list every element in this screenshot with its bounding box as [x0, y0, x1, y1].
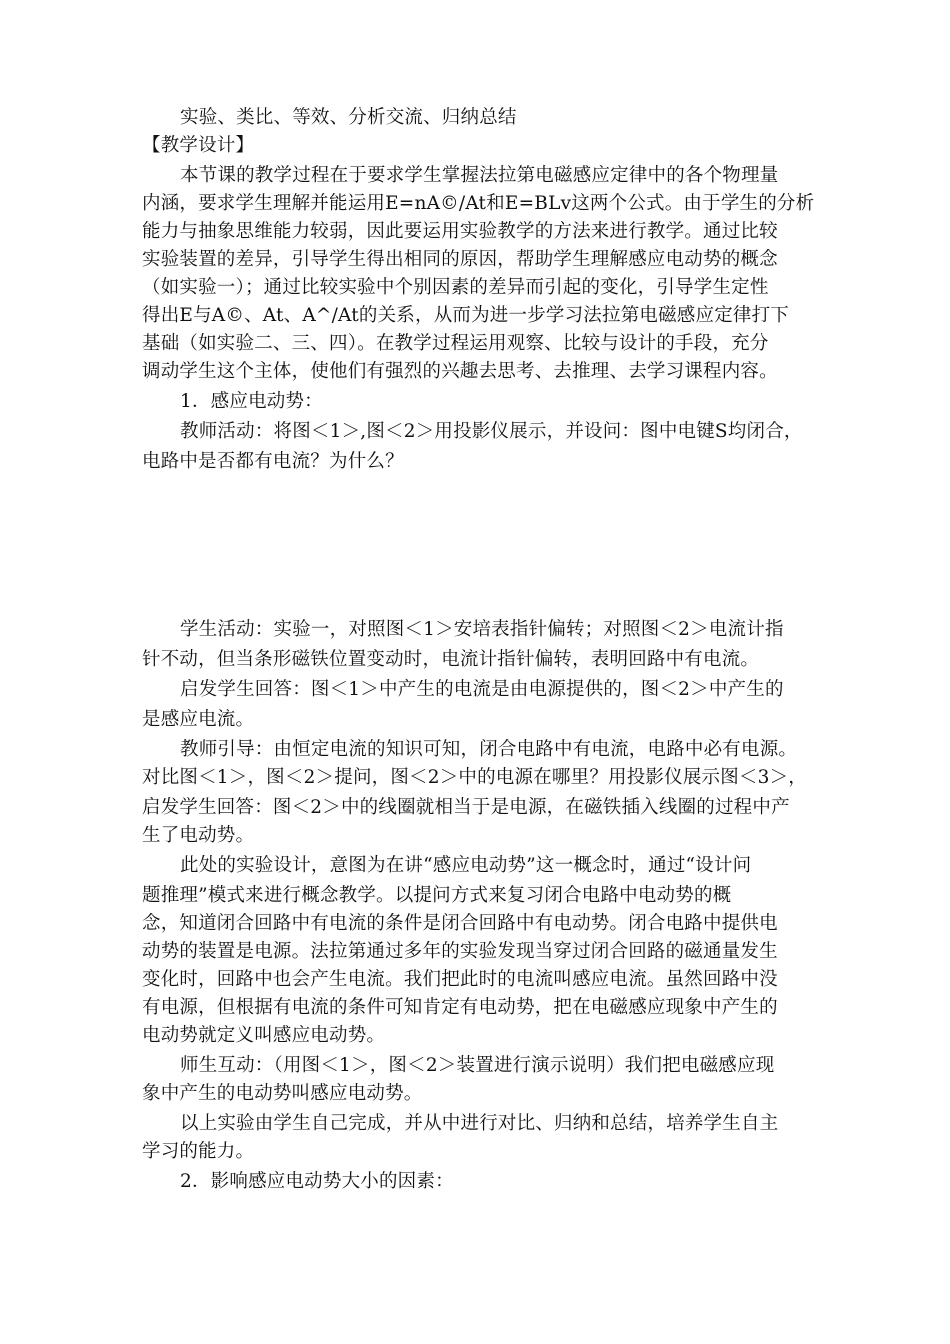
paragraph-line: 以上实验由学生自己完成，并从中进行对比、归纳和总结，培养学生自主: [180, 1113, 779, 1134]
paragraph-line: 动势的装置是电源。法拉第通过多年的实验发现当穿过闭合回路的磁通量发生: [142, 941, 778, 962]
section-heading: 【教学设计】: [142, 135, 255, 156]
paragraph-line: 念，知道闭合回路中有电流的条件是闭合回路中有电动势。闭合电路中提供电: [142, 913, 778, 934]
paragraph-line: 教师引导：由恒定电流的知识可知，闭合电路中有电流，电路中必有电源。: [180, 739, 798, 760]
paragraph-line: 内涵，要求学生理解并能运用E=nA©/At和E=BLv这两个公式。由于学生的分析: [142, 193, 815, 214]
item2-heading: 2．影响感应电动势大小的因素：: [180, 1171, 454, 1192]
paragraph-line: 象中产生的电动势叫感应电动势。: [142, 1083, 423, 1104]
paragraph-line: 师生互动：（用图＜1＞，图＜2＞装置进行演示说明）我们把电磁感应现: [180, 1055, 775, 1076]
paragraph-line: 基础（如实验二、三、四）。在教学过程运用观察、比较与设计的手段，充分: [142, 333, 769, 354]
paragraph-line: 实验装置的差异，引导学生得出相同的原因，帮助学生理解感应电动势的概念: [142, 249, 778, 270]
paragraph-line: 启发学生回答：图＜1＞中产生的电流是由电源提供的，图＜2＞中产生的: [180, 679, 784, 700]
paragraph-line: 电路中是否都有电流？为什么？: [142, 451, 404, 472]
paragraph-line: 对比图＜1＞，图＜2＞提问，图＜2＞中的电源在哪里？用投影仪展示图＜3＞，: [142, 767, 807, 788]
paragraph-line: 电动势就定义叫感应电动势。: [142, 1025, 386, 1046]
methods-line: 实验、类比、等效、分析交流、归纳总结: [180, 107, 517, 128]
paragraph-line: 是感应电流。: [142, 709, 255, 730]
item1-heading: 1．感应电动势：: [180, 391, 323, 412]
paragraph-line: 生了电动势。: [142, 825, 255, 846]
paragraph-line: 学生活动：实验一，对照图＜1＞安培表指针偏转；对照图＜2＞电流计指: [180, 619, 784, 640]
paragraph-line: 有电源，但根据有电流的条件可知肯定有电动势，把在电磁感应现象中产生的: [142, 997, 778, 1018]
paragraph-line: 得出E与A©、At、A^/At的关系，从而为进一步学习法拉第电磁感应定律打下: [142, 305, 789, 326]
paragraph-line: 启发学生回答：图＜2＞中的线圈就相当于是电源，在磁铁插入线圈的过程中产: [142, 797, 790, 818]
paragraph-line: 本节课的教学过程在于要求学生掌握法拉第电磁感应定律中的各个物理量: [180, 165, 779, 186]
paragraph-line: 题推理”模式来进行概念教学。以提问方式来复习闭合电路中电动势的概: [142, 885, 732, 906]
paragraph-line: （如实验一）；通过比较实验中个别因素的差异而引起的变化，引导学生定性: [142, 277, 769, 298]
paragraph-line: 调动学生这个主体，使他们有强烈的兴趣去思考、去推理、去学习课程内容。: [142, 361, 778, 382]
paragraph-line: 针不动，但当条形磁铁位置变动时，电流计指针偏转，表明回路中有电流。: [142, 649, 760, 670]
paragraph-line: 能力与抽象思维能力较弱，因此要运用实验教学的方法来进行教学。通过比较: [142, 221, 778, 242]
paragraph-line: 此处的实验设计，意图为在讲“感应电动势”这一概念时，通过“设计问: [180, 855, 752, 876]
figure-placeholder-blank: [140, 490, 820, 590]
paragraph-line: 学习的能力。: [142, 1141, 255, 1162]
paragraph-line: 教师活动：将图＜1＞,图＜2＞用投影仪展示，并设问：图中电键S均闭合，: [180, 421, 803, 442]
paragraph-line: 变化时，回路中也会产生电流。我们把此时的电流叫感应电流。虽然回路中没: [142, 969, 778, 990]
